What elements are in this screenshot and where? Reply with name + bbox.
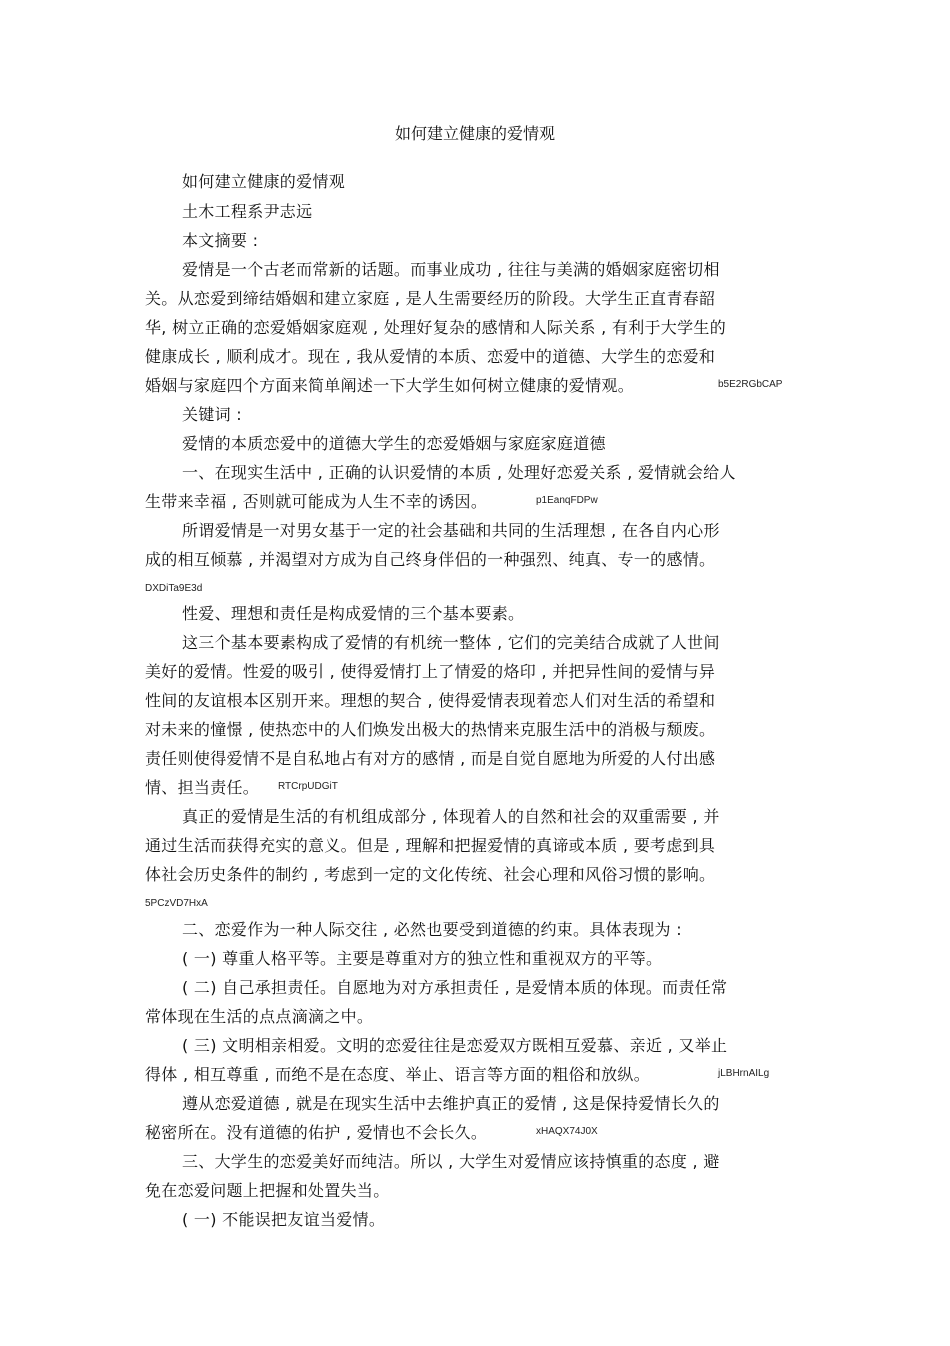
paragraph-line: 性间的友谊根本区别开来。理想的契合 , 使得爱情表现着恋人们对生活的希望和 <box>145 691 716 710</box>
reference-code: RTCrpUDGiT <box>278 781 338 792</box>
paragraph-line: 所谓爱情是一对男女基于一定的社会基础和共同的生活理想 , 在各自内心形 <box>182 521 720 540</box>
paragraph-line: 真正的爱情是生活的有机组成部分 , 体现着人的自然和社会的双重需要 , 并 <box>182 807 720 826</box>
reference-code: jLBHrnAILg <box>718 1068 770 1079</box>
paragraph-line: ( 二) 自己承担责任。自愿地为对方承担责任 , 是爱情本质的体现。而责任常 <box>182 978 728 997</box>
paragraph-line: 关。从恋爱到缔结婚姻和建立家庭 , 是人生需要经历的阶段。大学生正直青春韶 <box>145 289 716 308</box>
paragraph-line: ( 三) 文明相亲相爱。文明的恋爱往往是恋爱双方既相互爱慕、亲近 , 又举止 <box>182 1036 728 1055</box>
paragraph-line: 情、担当责任。 <box>145 778 260 797</box>
paragraph-line: 爱情是一个古老而常新的话题。而事业成功 , 往往与美满的婚姻家庭密切相 <box>182 260 720 279</box>
reference-code: b5E2RGbCAP <box>718 379 783 390</box>
reference-code: 5PCzVD7HxA <box>145 898 208 909</box>
paragraph-line: 对未来的憧憬 , 使热恋中的人们焕发出极大的热情来克服生活中的消极与颓废。 <box>145 720 716 739</box>
keywords-line: 爱情的本质恋爱中的道德大学生的恋爱婚姻与家庭家庭道德 <box>182 434 606 453</box>
paragraph-line: ( 一) 尊重人格平等。主要是尊重对方的独立性和重视双方的平等。 <box>182 949 663 968</box>
paragraph-line: ( 一) 不能误把友谊当爱情。 <box>182 1210 386 1229</box>
paragraph-line: 免在恋爱问题上把握和处置失当。 <box>145 1181 390 1200</box>
paragraph-line: 常体现在生活的点点滴滴之中。 <box>145 1007 374 1026</box>
paragraph-line: 三、大学生的恋爱美好而纯洁。所以 , 大学生对爱情应该持慎重的态度 , 避 <box>182 1152 720 1171</box>
reference-code: xHAQX74J0X <box>536 1126 598 1137</box>
keywords-heading: 关键词 : <box>182 405 242 424</box>
reference-code: p1EanqFDPw <box>536 495 598 506</box>
paragraph-line: 成的相互倾慕 , 并渴望对方成为自己终身伴侣的一种强烈、纯真、专一的感情。 <box>145 550 716 569</box>
paragraph-line: 秘密所在。没有道德的佑护 , 爱情也不会长久。 <box>145 1123 488 1142</box>
paragraph-line: 生带来幸福 , 否则就可能成为人生不幸的诱因。 <box>145 492 488 511</box>
paragraph-line: 性爱、理想和责任是构成爱情的三个基本要素。 <box>182 604 525 623</box>
paragraph-line: 华, 树立正确的恋爱婚姻家庭观 , 处理好复杂的感情和人际关系 , 有利于大学生的 <box>145 318 726 337</box>
paragraph-line: 通过生活而获得充实的意义。但是 , 理解和把握爱情的真谛或本质 , 要考虑到具 <box>145 836 716 855</box>
paragraph-line: 健康成长 , 顺利成才。现在 , 我从爱情的本质、恋爱中的道德、大学生的恋爱和 <box>145 347 716 366</box>
paragraph-line: 责任则使得爱情不是自私地占有对方的感情 , 而是自觉自愿地为所爱的人付出感 <box>145 749 716 768</box>
author-line: 土木工程系尹志远 <box>182 202 313 221</box>
document-title: 如何建立健康的爱情观 <box>394 124 555 143</box>
paragraph-line: 婚姻与家庭四个方面来简单阐述一下大学生如何树立健康的爱情观。 <box>145 376 635 395</box>
reference-code: DXDiTa9E3d <box>145 583 203 594</box>
paragraph-line: 遵从恋爱道德 , 就是在现实生活中去维护真正的爱情 , 这是保持爱情长久的 <box>182 1094 720 1113</box>
paragraph-line: 得体 , 相互尊重 , 而绝不是在态度、举止、语言等方面的粗俗和放纵。 <box>145 1065 651 1084</box>
paragraph-line: 一、在现实生活中 , 正确的认识爱情的本质 , 处理好恋爱关系 , 爱情就会给人 <box>182 463 736 482</box>
paragraph-line: 二、恋爱作为一种人际交往 , 必然也要受到道德的约束。具体表现为 : <box>182 920 682 939</box>
paragraph-line: 体社会历史条件的制约 , 考虑到一定的文化传统、社会心理和风俗习惯的影响。 <box>145 865 716 884</box>
paragraph-line: 这三个基本要素构成了爱情的有机统一整体 , 它们的完美结合成就了人世间 <box>182 633 720 652</box>
paragraph-line: 美好的爱情。性爱的吸引 , 使得爱情打上了情爱的烙印 , 并把异性间的爱情与异 <box>145 662 716 681</box>
abstract-heading: 本文摘要 : <box>182 231 259 250</box>
subtitle-line: 如何建立健康的爱情观 <box>182 172 346 191</box>
